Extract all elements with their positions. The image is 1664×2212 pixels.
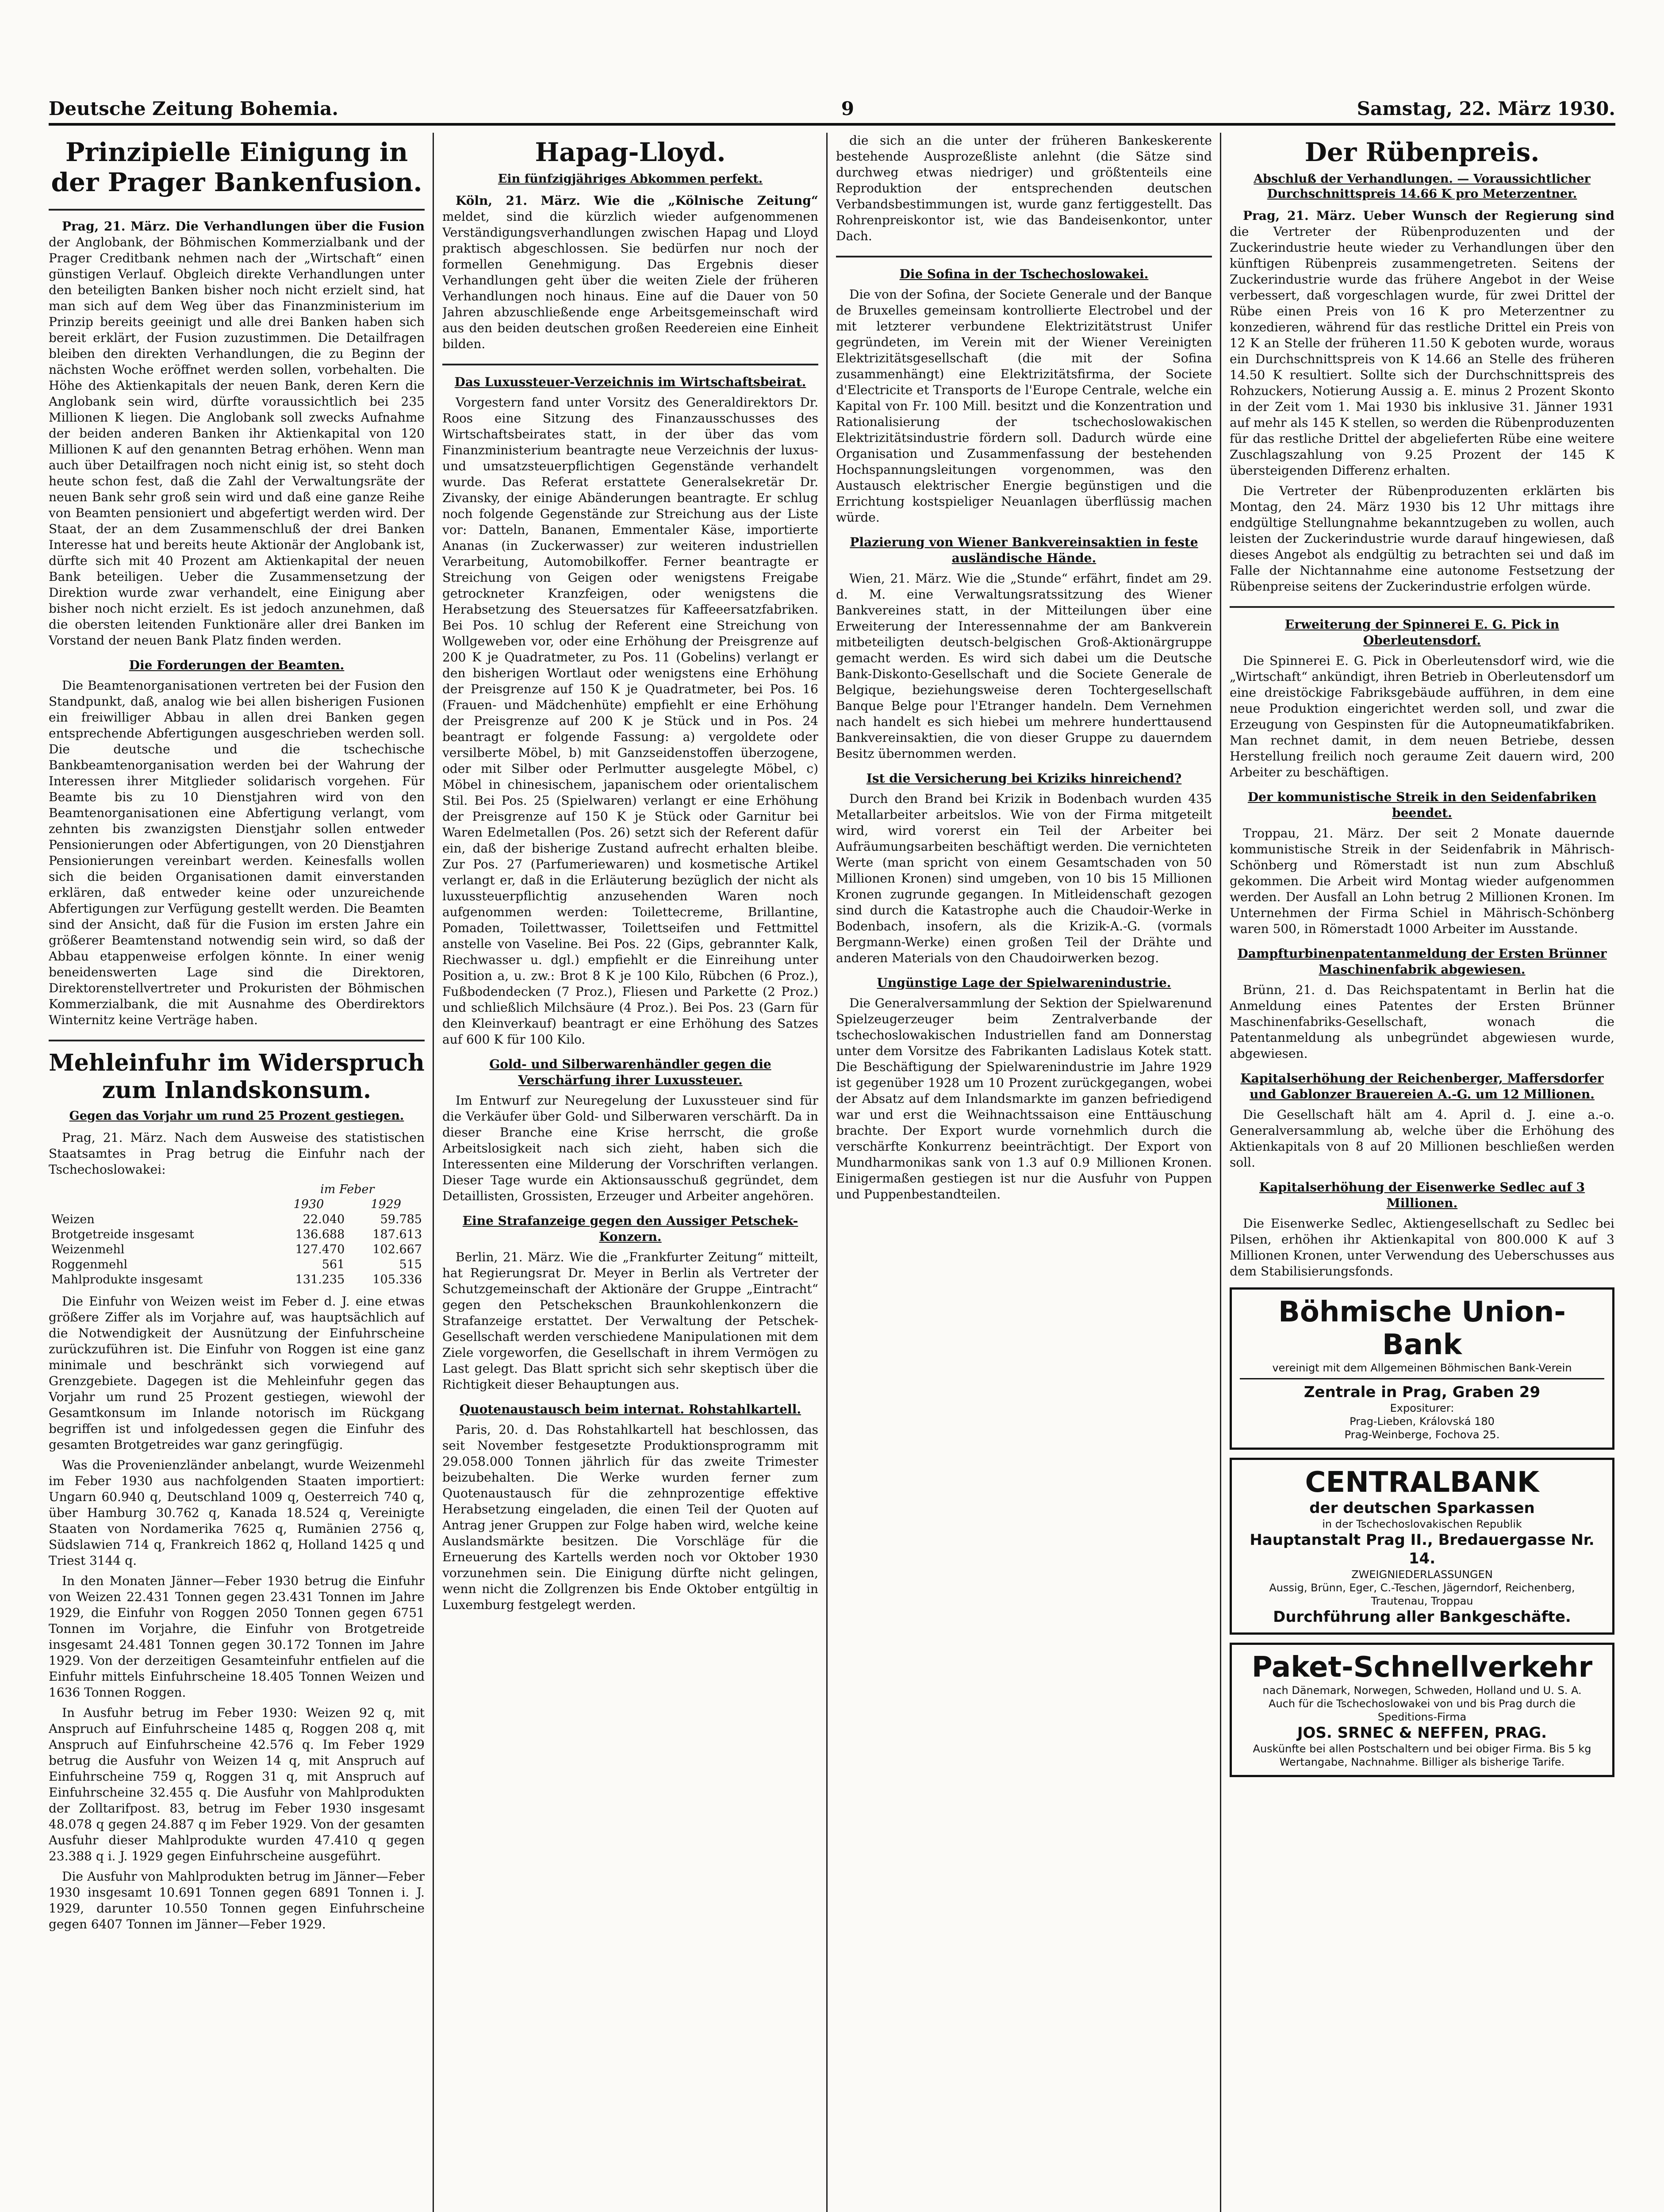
headline-flour-import: Mehleinfuhr im Widerspruch zum Inlandskonsum. — [49, 1049, 425, 1104]
advert-line: Auskünfte bei allen Postschaltern und bei obiger Firma. Bis 5 kg Wertangabe, Nachnahme. Billiger als bisherige Tarife. — [1253, 1743, 1591, 1768]
article-paragraph: Die Generalversammlung der Sektion der Spielwarenund Spielzeugerzeuger beim Zentralverbande der tschechoslowakischen Industriellen fand am Donnerstag unter dem Vorsitze des Fabrikanten Ladislaus Kotek statt. Die Beschäftigung der Spielwarenindustrie im Jahre 1929 ist gegenüber 1928 um 10 Prozent zurückgegangen, wobei der Absatz auf dem Inlandsmarkte im ganzen befriedigend war und erst die Weihnachtssaison eine Enttäuschung brachte. Der Export wurde vornehmlich durch die verschärfte Konkurrenz beeinträchtigt. Der Export von Mundharmonikas sank von 1.3 auf 0.9 Millionen Kronen. Einigermaßen gestiegen ist nur die Ausfuhr von Puppen und Puppenbestandteilen. — [836, 996, 1212, 1202]
advert-title: Böhmische Union-Bank — [1278, 1296, 1566, 1361]
column-header: 1930 — [293, 1198, 324, 1211]
cell-value: 59.785 — [380, 1213, 422, 1226]
advert-line: Prag-Weinberge, Fochova 25. — [1344, 1429, 1500, 1441]
column-header: 1929 — [371, 1198, 401, 1211]
column-rule — [433, 133, 434, 2212]
cell-value: 105.336 — [372, 1273, 422, 1286]
divider — [1240, 1378, 1604, 1379]
article-paragraph: Köln, 21. März. Wie die „Kölnische Zeitung“ meldet, sind die kürzlich wieder aufgenommenen Verständigungsverhandlungen zwischen Hapag und Lloyd praktisch abgeschlossen. Sie bedürfen nur noch der formellen Genehmigung. Das Ergebnis dieser Verhandlungen geht über die weiten Ziele der früheren Verhandlungen noch hinaus. Eine auf die Dauer von 50 Jahren abzuschließende enge Arbeitsgemeinschaft wird aus den beiden deutschen großen Reedereien eine Einheit bilden. — [442, 193, 818, 351]
article-paragraph: Die von der Sofina, der Societe Generale und der Banque de Bruxelles gemeinsam kontrollierte Electrobel und der mit letzterer verbundene Elektrizitätstrust Unifer gegründeten, im Verein mit der Wiener Vereinigten Elektrizitätsgesellschaft (die mit der Sofina zusammenhängt) eine Elektrizitätsfirma, der Societe d'Electricite et Transports de l'Europe Centrale, welche ein Kapital von Fr. 100 Mill. besitzt und die Konzentration und Rationalisierung der tschechoslowakischen Elektrizitätsindustrie fördern soll. Dadurch würde eine Organisation und Zusammenfassung der bestehenden Hochspannungsleitungen vorgenommen, was den Austausch elektrischer Energie begünstigen und die Errichtung kostspieliger Neuanlagen überflüssig machen würde. — [836, 287, 1212, 525]
article-paragraph: Wien, 21. März. Wie die „Stunde“ erfährt, findet am 29. d. M. eine Verwaltungsratssitzung des Wiener Bankvereines statt, in der Mitteilungen über eine Erweiterung der Interessennahme der am Bankverein mitbeteiligten deutsch-belgischen Groß-Aktionärgruppe gemacht werden. Es wird sich dabei um die Deutsche Bank-Diskonto-Gesellschaft und die Societe Generale de Belgique, beziehungsweise deren Tochtergesellschaft Banque Belge pour l'Etranger handeln. Dem Vernehmen nach handelt es sich hiebei um mehrere hunderttausend Bankvereinsaktien, die von dieser Gruppe zu dauerndem Besitz übernommen werden. — [836, 571, 1212, 761]
article-paragraph: Die Einfuhr von Weizen weist im Feber d. J. eine etwas größere Ziffer als im Vorjahre auf, was hauptsächlich auf die Notwendigkeit der Ausnützung der Einfuhrscheine zurückzuführen ist. Die Einfuhr von Roggen ist eine ganz minimale und beschränkt sich vorwiegend auf Grenzgebiete. Dagegen ist die Mehleinfuhr gegen das Vorjahr um rund 25 Prozent gestiegen, wiewohl der Gesamtkonsum im Inlande notorisch im Rückgang begriffen ist und infolgedessen gegen die Einfuhr des gesamten Brotgetreides war ganz geringfügig. — [49, 1294, 425, 1452]
subheadline: Gegen das Vorjahr um rund 25 Prozent gestiegen. — [69, 1109, 404, 1123]
article-paragraph: Berlin, 21. März. Wie die „Frankfurter Zeitung“ mitteilt, hat Regierungsrat Dr. Meyer in Berlin als Vertreter der Schutzgemeinschaft der Aktionäre der Gruppe „Eintracht“ gegen den Petschekschen Braunkohlenkonzern die Strafanzeige erstattet. Der Verwaltung der Petschek-Gesellschaft werden verschiedene Manipulationen mit dem Ziele vorgeworfen, die Gesellschaft in ihrem Vermögen zu Last gelegt. Das Blatt spricht sich sehr skeptisch über die Richtigkeit dieser Behauptungen aus. — [442, 1250, 818, 1392]
subheadline: Ein fünfzigjähriges Abkommen perfekt. — [498, 172, 763, 186]
section-heading: Der kommunistische Streik in den Seidenfabriken beendet. — [1247, 790, 1597, 820]
column-1 — [49, 133, 425, 2212]
masthead-date: Samstag, 22. März 1930. — [1357, 98, 1615, 119]
section-heading: Die Sofina in der Tschechoslowakei. — [899, 267, 1149, 281]
row-label: Weizen — [51, 1213, 95, 1226]
column-rule — [1220, 133, 1221, 2212]
section-heading: Plazierung von Wiener Bankvereinsaktien in feste ausländische Hände. — [850, 535, 1198, 565]
advert-parcel-service — [1230, 1643, 1614, 1777]
advert-line: Aussig, Brünn, Eger, C.-Teschen, Jägerndorf, Reichenberg, Trautenau, Troppau — [1269, 1582, 1575, 1607]
article-paragraph: Prag, 21. März. Ueber Wunsch der Regierung sind die Vertreter der Rübenproduzenten und der Zuckerindustrie heute wieder zu Verhandlungen über den künftigen Rübenpreis zusammengetreten. Seitens der Zuckerindustrie wurde das frühere Angebot in der Weise verbessert, daß vorgeschlagen wurde, für zwei Drittel der Rübe einen Preis von 16 K pro Meterzentner zu konzedieren, während für das restliche Drittel ein Preis von 12 K an Stelle der früheren 11.50 K geboten wurde, woraus ein Durchschnittspreis von K 14.66 an Stelle des früheren 14.50 K resultiert. Sollte sich der Durchschnittspreis des Rohzuckers, Notierung Aussig a. E. minus 2 Prozent Skonto in der Zeit vom 1. Mai 1930 bis inklusive 31. Jänner 1931 auf mehr als 145 K stellen, so werden die Rübenproduzenten für das restliche Drittel der abgelieferten Rübe eine weitere Zuschlagszahlung von 9.25 Prozent der 145 K übersteigenden Differenz erhalten. — [1230, 208, 1614, 478]
section-heading: Dampfturbinenpatentanmeldung der Ersten Brünner Maschinenfabrik abgewiesen. — [1237, 946, 1607, 977]
row-label: Weizenmehl — [51, 1243, 125, 1256]
advert-title: CENTRALBANK — [1305, 1466, 1539, 1499]
article-paragraph: Die Ausfuhr von Mahlprodukten betrug im Jänner—Feber 1930 insgesamt 10.691 Tonnen gegen 6891 Tonnen i. J. 1929, darunter 10.550 Tonnen gegen Einfuhrscheine gegen 6407 Tonnen im Jänner—Feber 1929. — [49, 1869, 425, 1932]
divider — [1230, 606, 1614, 608]
table-row — [49, 1242, 425, 1257]
advert-line: JOS. SRNEC & NEFFEN, PRAG. — [1297, 1724, 1547, 1742]
advert-union-bank — [1230, 1287, 1614, 1450]
column-3 — [836, 133, 1212, 2212]
advert-centralbank — [1230, 1458, 1614, 1635]
cell-value: 131.235 — [295, 1273, 345, 1286]
article-paragraph: Vorgestern fand unter Vorsitz des Generaldirektors Dr. Roos eine Sitzung des Finanzausschusses des Wirtschaftsbeirates statt, in der über das vom Finanzministerium beantragte neue Verzeichnis der luxus- und umsatzsteuerpflichtigen Gegenstände verhandelt wurde. Das Referat erstattete Generalsekretär Dr. Zivansky, der einige Abänderungen beantragte. Er schlug noch folgende Gegenstände zur Streichung aus der Liste vor: Datteln, Bananen, Emmentaler Käse, importierte Ananas (in Zuckerwasser) zur weiteren industriellen Verarbeitung, Automobilkoffer. Ferner beantragte er Streichung von Geigen oder wenigstens Freigabe getrockneter Kranzfeigen, oder wenigstens die Herabsetzung des Steuersatzes für Kaffeeersatzfabriken. Bei Pos. 10 schlug der Referent eine Streichung von Wollgeweben vor, oder eine Erhöhung der Preisgrenze auf 200 K je Quadratmeter, zu Pos. 11 (Gobelins) verlangt er den bisherigen Wortlaut oder wenigstens eine Erhöhung der Preisgrenze auf 150 K je Quadratmeter, bei Pos. 16 (Frauen- und Mädchenhüte) empfiehlt er eine Erhöhung der Preisgrenze auf 200 K je Stück und in Pos. 24 beantragt er folgende Fassung: a) vergoldete oder versilberte Möbel, b) mit Ganzseidenstoffen überzogene, oder mit Silber oder Perlmutter ausgelegte Möbel, c) Möbel in chinesischem, japanischem oder orientalischem Stil. Bei Pos. 25 (Spielwaren) verlangt er eine Erhöhung der Preisgrenze auf 150 K je Stück oder Garnitur bei Waren Edelmetallen (Pos. 26) setzt sich der Referent dafür ein, daß der bisherige Zustand aufrecht erhalten bleibe. Zur Pos. 27 (Parfumeriewaren) und kosmetische Artikel verlangt er, daß in die Erläuterung bezüglich der nicht als luxussteuerpflichtig anzusehenden Waren noch aufgenommen werden: Toilettecreme, Brillantine, Pomaden, Toilettwasser, Toilettseifen und Fettmittel anstelle von Vaseline. Bei Pos. 22 (Gips, gebrannter Kalk, Riechwasser u. dgl.) empfiehlt er die Einreihung unter Position a, u. zw.: Brot 8 K je 100 Kilo, Rübchen (6 Proz.), Fußbodendecken (7 Proz.), Fliesen und Parkette (2 Proz.) und schließlich Milchsäure (4 Proz.). Bei Pos. 23 (Garn für den Kleinverkauf) beantragt er eine Erhöhung des Satzes auf 600 K für 100 Kilo. — [442, 395, 818, 1047]
article-paragraph: In den Monaten Jänner—Feber 1930 betrug die Einfuhr von Weizen 22.431 Tonnen gegen 23.431 Tonnen im Jahre 1929, die Einfuhr von Roggen 2050 Tonnen gegen 6751 Tonnen im Vorjahre, die Einfuhr von Brotgetreide insgesamt 24.481 Tonnen gegen 30.172 Tonnen im Jahre 1929. Von der derzeitigen Gesamteinfuhr entfielen auf die Einfuhr mittels Einfuhrscheine 18.405 Tonnen Weizen und 1636 Tonnen Roggen. — [49, 1574, 425, 1700]
table-row — [49, 1272, 425, 1287]
row-label: Mahlprodukte insgesamt — [51, 1273, 203, 1286]
article-paragraph: Die Gesellschaft hält am 4. April d. J. eine a.-o. Generalversammlung ab, welche über die Erhöhung des Aktienkapitals von 8 auf 20 Millionen beschließen werden soll. — [1230, 1107, 1614, 1170]
advert-line: ZWEIGNIEDERLASSUNGEN — [1351, 1568, 1493, 1581]
masthead — [49, 93, 1615, 126]
cell-value: 136.688 — [295, 1228, 345, 1241]
advert-line: in der Tschechoslovakischen Republik — [1322, 1518, 1522, 1530]
import-table — [49, 1182, 425, 1287]
table-caption-row — [49, 1182, 425, 1197]
section-heading: Ist die Versicherung bei Kriziks hinreichend? — [866, 771, 1182, 786]
row-label: Roggenmehl — [51, 1258, 128, 1271]
advert-line: Zentrale in Prag, Graben 29 — [1304, 1383, 1541, 1401]
subheadline: Abschluß der Verhandlungen. — Voraussichtlicher Durchschnittspreis 14.66 K pro Meterzentner. — [1254, 172, 1591, 201]
advert-line: Prag-Lieben, Královská 180 — [1350, 1415, 1495, 1428]
article-paragraph: Brünn, 21. d. Das Reichspatentamt in Berlin hat die Anmeldung eines Patentes der Ersten Brünner Maschinenfabriks-Gesellschaft, wonach die Patentanmeldung als unbegründet abgewiesen wurde, abgewiesen. — [1230, 983, 1614, 1061]
advert-line: der deutschen Sparkassen — [1309, 1499, 1535, 1517]
section-heading: Kapitalserhöhung der Reichenberger, Maffersdorfer und Gablonzer Brauereien A.-G. um 12 Millionen. — [1240, 1071, 1604, 1102]
cell-value: 127.470 — [295, 1243, 345, 1256]
advert-line: nach Dänemark, Norwegen, Schweden, Holland und U. S. A. — [1262, 1684, 1582, 1697]
cell-value: 515 — [399, 1258, 422, 1271]
table-row — [49, 1227, 425, 1242]
article-paragraph: Die Eisenwerke Sedlec, Aktiengesellschaft zu Sedlec bei Pilsen, erhöhen ihr Aktienkapital von 800.000 K auf 3 Millionen Kronen, unter Verwendung des Ueberschusses aus dem Stabilisierungsfonds. — [1230, 1216, 1614, 1279]
table-caption: im Feber — [320, 1183, 375, 1196]
column-2 — [442, 133, 818, 2212]
article-paragraph: Die Vertreter der Rübenproduzenten erklärten bis Montag, den 24. März 1930 bis 12 Uhr mittags ihre endgültige Stellungnahme bekanntzugeben zu wollen, auch leisten der Zuckerindustrie wurde darauf hingewiesen, daß dieses Angebot als endgültig zu betrachten sei und daß im Falle der Nichtannahme eine autonome Festsetzung der Rübenpreise seitens der Zuckerindustrie erfolgen würde. — [1230, 484, 1614, 594]
article-paragraph: Troppau, 21. März. Der seit 2 Monate dauernde kommunistische Streik in der Seidenfabrik in Mährisch-Schönberg und Römerstadt ist nun zum Abschluß gekommen. Die Arbeit wird Montag wieder aufgenommen werden. Der Ausfall an Lohn betrug 2 Millionen Kronen. Im Unternehmen der Firma Schiel in Mährisch-Schönberg waren 500, in Römerstadt 1000 Arbeiter im Ausstande. — [1230, 826, 1614, 936]
article-paragraph: Die Beamtenorganisationen vertreten bei der Fusion den Standpunkt, daß, analog wie bei allen bisherigen Fusionen ein freiwilliger Abbau in allen drei Banken gegen entsprechende Abfertigungen ausgeschrieben werden soll. Die deutsche und die tschechische Bankbeamtenorganisation werden bei der Wahrung der Interessen ihrer Mitglieder solidarisch vorgehen. Für Beamte bis zu 10 Dienstjahren wird von den Beamtenorganisationen eine Abfertigung verlangt, vom zehnten bis zwanzigsten Dienstjahr sollen entweder Pensionierungen oder Abfertigungen, von 20 Dienstjahren Pensionierungen vereinbart werden. Keinesfalls wollen sich die beiden Organisationen damit einverstanden erklären, daß entweder keine oder unzureichende Abfertigungen zur Verfügung gestellt werden. Die Beamten sind der Ansicht, daß für die Fusion im ersten Jahre ein größerer Beamtenstand notwendig sein wird, so daß der Abbau etappenweise erfolgen könnte. In einer wenig beneidenswerten Lage sind die Direktoren, Direktorenstellvertreter und Prokuristen der Böhmischen Kommerzialbank, die mit Ausnahme des Oberdirektors Winternitz keine Verträge haben. — [49, 678, 425, 1027]
article-paragraph: Paris, 20. d. Das Rohstahlkartell hat beschlossen, das seit November festgesetzte Produktionsprogramm mit 29.058.000 Tonnen jährlich für das zweite Trimester beizubehalten. Die Werke wurden ferner zum Quotenaustausch für die zehnprozentige effektive Herabsetzung eingeladen, die einen Teil der Quoten auf Antrag jener Gruppen zur Folge haben wird, welche keine Auslandsmärkte besitzen. Die Vorschläge für die Erneuerung des Kartells werden noch vor Oktober 1930 vorzunehmen sein. Die Einigung dürfte nicht gelingen, wenn nicht die Zollgrenzen bis Ende Oktober entgültig in Luxemburg festgelegt werden. — [442, 1422, 818, 1612]
divider — [49, 209, 425, 211]
article-paragraph: Prag, 21. März. Die Verhandlungen über die Fusion der Anglobank, der Böhmischen Kommerzialbank und der Prager Creditbank nehmen nach der „Wirtschaft“ einen günstigen Verlauf. Obgleich direkte Verhandlungen unter den beteiligten Banken bisher noch nicht erzielt sind, hat man sich auf dem Weg über das Finanzministerium im Prinzip bereits geeinigt und alle drei Banken haben sich bereit erklärt, der Fusion zuzustimmen. Die Detailfragen bleiben den direkten Verhandlungen, die zu Beginn der nächsten Woche eröffnet werden sollen, vorbehalten. Die Höhe des Aktienkapitals der neuen Bank, deren Kern die Anglobank sein wird, dürfte voraussichtlich bei 235 Millionen K liegen. Die Anglobank soll zwecks Aufnahme der beiden anderen Banken ihr Aktienkapital von 120 Millionen K auf den genannten Betrag erhöhen. Wenn man auch über Detailfragen noch nicht einig ist, so steht doch heute schon fest, daß die Zahl der Verwaltungsräte der neuen Bank sehr groß sein wird und daß eine ganze Reihe von Beamten pensioniert und abgefertigt werden wird. Der Staat, der an dem Zusammenschluß der drei Banken Interesse hat und bereits heute Aktionär der Anglobank ist, dürfte sich mit 40 Prozent am Aktienkapital der neuen Bank beteiligen. Ueber die Zusammensetzung der Direktion wurde zwar verhandelt, eine Einigung aber bisher noch nicht erzielt. Es ist jedoch anzunehmen, daß die obersten leitenden Funktionäre aller drei Banken im Vorstand der neuen Bank Platz finden werden. — [49, 219, 425, 648]
article-paragraph: Was die Provenienzländer anbelangt, wurde Weizenmehl im Feber 1930 aus nachfolgenden Staaten importiert: Ungarn 60.940 q, Deutschland 1009 q, Oesterreich 740 q, über Hamburg 30.762 q, Kanada 18.524 q, Vereinigte Staaten von Nordamerika 7625 q, Rumänien 2756 q, Südslawien 714 q, Frankreich 1862 q, Holland 1425 q und Triest 3144 q. — [49, 1458, 425, 1568]
table-row — [49, 1212, 425, 1227]
column-rule — [826, 133, 828, 2212]
advert-title: Paket-Schnellverkehr — [1251, 1651, 1593, 1684]
section-heading: Gold- und Silberwarenhändler gegen die Verschärfung ihrer Luxussteuer. — [489, 1057, 771, 1087]
page-number: 9 — [841, 98, 854, 119]
cell-value: 22.040 — [303, 1213, 345, 1226]
article-paragraph: Durch den Brand bei Krizik in Bodenbach wurden 435 Metallarbeiter arbeitslos. Wie von der Firma mitgeteilt wird, wird vorerst ein Teil der Arbeiter bei Aufräumungsarbeiten beschäftigt werden. Die vernichteten Werte (man spricht von einem Gesamtschaden von 50 Millionen Kronen) sind umgeben, von 10 bis 15 Millionen Kronen zugrunde gegangen. In Mitleidenschaft gezogen sind durch die Katastrophe auch die Chaudoir-Werke in Bodenbach, insofern, als die Krizik-A.-G. (vormals Bergmann-Werke) einen großen Teil der Drähte und anderen Materials von den Chaudoirwerken bezog. — [836, 791, 1212, 965]
divider — [836, 256, 1212, 257]
cell-value: 102.667 — [372, 1243, 422, 1256]
section-heading: Die Forderungen der Beamten. — [129, 658, 345, 672]
row-label: Brotgetreide insgesamt — [51, 1228, 194, 1241]
article-paragraph: Die Spinnerei E. G. Pick in Oberleutensdorf wird, wie die „Wirtschaft“ ankündigt, ihren Betrieb in Oberleutensdorf um eine dreistöckige Fabriksgebäude aufführen, in dem eine neue Produktion eingerichtet werden soll, und zwar die Erzeugung von Gespinsten für die Autopneumatikfabriken. Man rechnet damit, in dem neuen Betriebe, dessen Herstellung freilich noch geraume Zeit dauern wird, 200 Arbeiter zu beschäftigen. — [1230, 653, 1614, 780]
advert-line: Auch für die Tschechoslowakei von und bis Prag durch die Speditions-Firma — [1269, 1697, 1576, 1723]
headline-hapag-lloyd: Hapag-Lloyd. — [535, 137, 726, 167]
section-heading: Quotenaustausch beim internat. Rohstahlkartell. — [459, 1402, 801, 1417]
article-paragraph: In Ausfuhr betrug im Feber 1930: Weizen 92 q, mit Anspruch auf Einfuhrscheine 1485 q, Roggen 208 q, mit Anspruch auf Einfuhrscheine 42.576 q. Im Feber 1929 betrug die Ausfuhr von Weizen 14 q, mit Anspruch auf Einfuhrscheine 759 q, Roggen 31 q, mit Anspruch auf Einfuhrscheine 32.455 q. Die Ausfuhr von Mahlprodukten der Zolltarifpost. 83, betrug im Feber 1930 insgesamt 48.078 q gegen 24.887 q im Feber 1929. Von der gesamten Ausfuhr dieser Mahlprodukte wurden 47.410 q gegen 23.388 q i. J. 1929 gegen Einfuhrscheine ausgeführt. — [49, 1705, 425, 1863]
column-4 — [1230, 133, 1614, 2212]
section-heading: Ungünstige Lage der Spielwarenindustrie. — [877, 975, 1171, 990]
advert-line: Durchführung aller Bankgeschäfte. — [1273, 1608, 1571, 1626]
section-heading: Eine Strafanzeige gegen den Aussiger Petschek-Konzern. — [462, 1214, 798, 1244]
divider — [442, 364, 818, 365]
advert-line: Hauptanstalt Prag II., Bredauergasse Nr. 14. — [1250, 1531, 1595, 1567]
table-header-row — [49, 1197, 425, 1212]
article-paragraph: Prag, 21. März. Nach dem Ausweise des statistischen Staatsamtes in Prag betrug die Einfuhr nach der Tschechoslowakei: — [49, 1130, 425, 1177]
article-paragraph: die sich an die unter der früheren Bankeskerente bestehende Ausprozeßliste anlehnt (die Sätze sind durchweg etwas niedriger) und größtenteils eine Reproduktion der entsprechenden deutschen Verbandsbestimmungen ist, wurde ganz fertiggestellt. Das Rohrenpreiskontor ist, wie das Bandeisenkontor, unter Dach. — [836, 133, 1212, 243]
advert-line: vereinigt mit dem Allgemeinen Böhmischen Bank-Verein — [1272, 1362, 1572, 1374]
article-paragraph: Im Entwurf zur Neuregelung der Luxussteuer sind für die Verkäufer über Gold- und Silberwaren verschärft. Da in dieser Branche eine Krise herrscht, die große Arbeitslosigkeit nach sich zieht, haben sich die Interessenten eine Milderung der Vorschriften verlangen. Dieser Tage wurde ein Aktionsausschuß gegründet, dem Detaillisten, Grossisten, Erzeuger und Arbeiter angehören. — [442, 1093, 818, 1203]
section-heading: Das Luxussteuer-Verzeichnis im Wirtschaftsbeirat. — [454, 375, 806, 389]
headline-beet-price: Der Rübenpreis. — [1304, 137, 1540, 167]
masthead-title: Deutsche Zeitung Bohemia. — [49, 98, 338, 119]
section-heading: Erweiterung der Spinnerei E. G. Pick in Oberleutensdorf. — [1284, 617, 1560, 648]
headline-bank-fusion: Prinzipielle Einigung in der Prager Bankenfusion. — [51, 137, 422, 197]
cell-value: 561 — [322, 1258, 345, 1271]
advert-line: Expositurer: — [1390, 1402, 1454, 1414]
section-heading: Kapitalserhöhung der Eisenwerke Sedlec auf 3 Millionen. — [1259, 1180, 1585, 1210]
table-row — [49, 1257, 425, 1272]
cell-value: 187.613 — [372, 1228, 422, 1241]
divider — [49, 1040, 425, 1041]
